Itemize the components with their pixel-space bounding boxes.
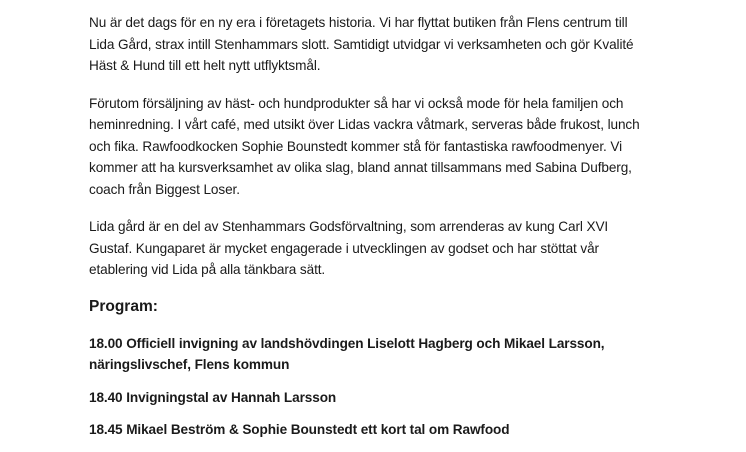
text-line: Förutom försäljning av häst- och hundprodukter så har vi också mode för hela familjen och	[89, 95, 624, 111]
text-line: och fika. Rawfoodkocken Sophie Bounstedt kommer stå för fantastiska rawfoodmenyer. Vi	[89, 138, 623, 154]
program-item	[89, 333, 689, 376]
estate-paragraph	[89, 216, 689, 281]
text-line: kommer att ha kursverksamhet av olika slag, bland annat tillsammans med Sabina Dufberg,	[89, 160, 632, 175]
about-paragraph	[89, 93, 689, 201]
text-line: Gustaf. Kungaparet är mycket engagerade i utvecklingen av godset och har stöttat vår	[89, 240, 599, 256]
document-body	[89, 12, 689, 452]
program-item	[89, 419, 689, 441]
text-line: Häst & Hund till ett helt nytt utflyktsmål.	[89, 58, 321, 73]
text-line: näringslivschef, Flens kommun	[89, 357, 290, 372]
program-heading: Program:	[89, 297, 158, 315]
text-line: 18.45 Mikael Beström & Sophie Bounstedt ett kort tal om Rawfood	[89, 422, 510, 437]
program-item	[89, 387, 689, 409]
text-line: Lida Gård, strax intill Stenhammars slott. Samtidigt utvidgar vi verksamheten och gör Kvalité	[89, 36, 634, 52]
text-line: heminredning. I vårt café, med utsikt över Lidas vackra våtmark, serveras både frukost, lunch	[89, 117, 640, 132]
text-line: 18.00 Officiell invigning av landshövdingen Liselott Hagberg och Mikael Larsson,	[89, 335, 605, 351]
text-line: 18.40 Invigningstal av Hannah Larsson	[89, 389, 337, 405]
text-line: etablering vid Lida på alla tänkbara sätt.	[89, 262, 326, 277]
text-line: Nu är det dags för en ny era i företagets historia. Vi har flyttat butiken från Flens centrum till	[89, 15, 628, 30]
text-line: coach från Biggest Loser.	[89, 181, 240, 197]
intro-paragraph	[89, 12, 689, 77]
text-line: Lida gård är en del av Stenhammars Godsförvaltning, som arrenderas av kung Carl XVI	[89, 219, 609, 234]
